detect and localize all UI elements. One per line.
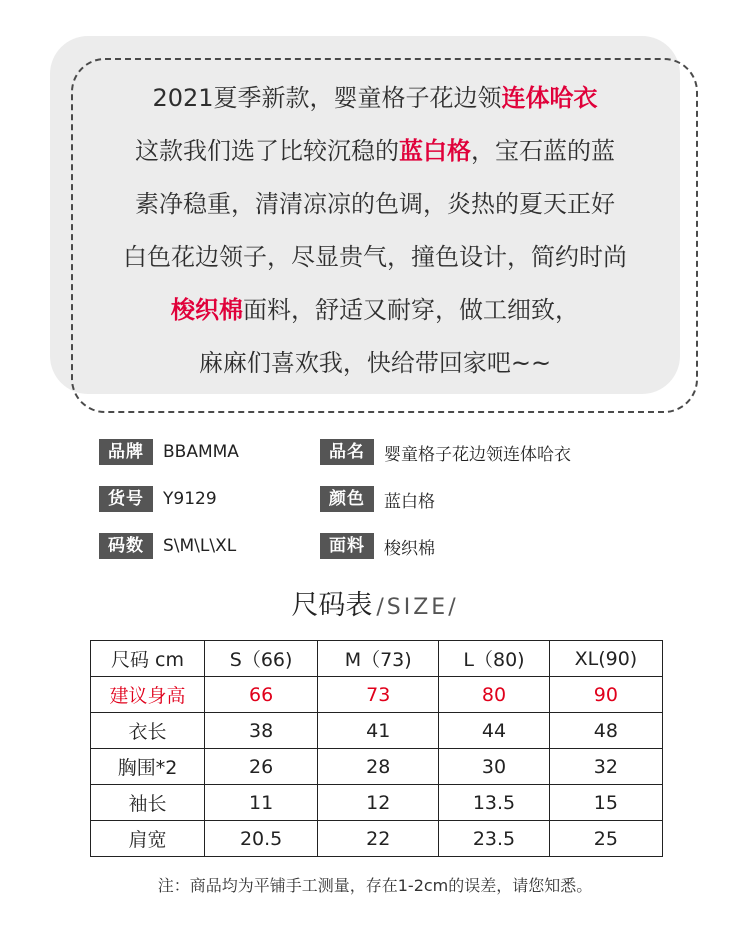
table-cell: 48 [549, 713, 662, 749]
table-row [91, 749, 663, 785]
table-cell: 73 [318, 677, 439, 713]
table-cell: 90 [549, 677, 662, 713]
table-cell: 25 [549, 821, 662, 857]
header-cell: S（66) [205, 641, 318, 677]
info-sku-value: Y9129 [163, 489, 217, 509]
intro-line-6: 麻麻们喜欢我，快给带回家吧~~ [198, 349, 552, 377]
table-cell: 26 [205, 749, 318, 785]
header-cell: 尺码 cm [91, 641, 205, 677]
intro-line-1 [50, 72, 700, 125]
info-size-label: 码数 [99, 533, 153, 559]
table-cell: 80 [439, 677, 550, 713]
table-cell: 胸围*2 [91, 749, 205, 785]
table-cell: 22 [318, 821, 439, 857]
intro-line-5-text: 面料，舒适又耐穿，做工细致， [243, 296, 579, 324]
table-cell: 41 [318, 713, 439, 749]
size-table [90, 640, 663, 857]
info-size-value: S\M\L\XL [163, 536, 237, 556]
table-row [91, 713, 663, 749]
intro-highlight-color: 蓝白格 [399, 137, 471, 165]
intro-highlight-product: 连体哈衣 [501, 84, 598, 112]
size-chart-title-text: 尺码表 [291, 590, 373, 621]
intro-line-5 [50, 284, 700, 337]
intro-line-1-text: 2021夏季新款，婴童格子花边领 [152, 84, 502, 112]
info-brand-label: 品牌 [99, 439, 153, 465]
size-chart-title [0, 583, 750, 622]
table-cell: 32 [549, 749, 662, 785]
info-fabric-label: 面料 [320, 533, 374, 559]
intro-line-2-text: 这款我们选了比较沉稳的 [135, 137, 399, 165]
table-cell: 11 [205, 785, 318, 821]
table-row [91, 677, 663, 713]
table-row [91, 821, 663, 857]
info-brand [99, 439, 239, 465]
info-color-label: 颜色 [320, 486, 374, 512]
table-cell: 23.5 [439, 821, 550, 857]
table-row [91, 785, 663, 821]
intro-highlight-fabric: 梭织棉 [171, 296, 243, 324]
info-name-label: 品名 [320, 439, 374, 465]
size-chart-subtitle: /SIZE/ [376, 595, 459, 620]
info-size [99, 533, 236, 559]
table-cell: 13.5 [439, 785, 550, 821]
table-cell: 66 [205, 677, 318, 713]
table-cell: 30 [439, 749, 550, 785]
info-fabric-value: 梭织棉 [384, 538, 435, 559]
intro-line-2 [50, 125, 700, 178]
info-color-value: 蓝白格 [384, 491, 435, 512]
header-cell: L（80) [439, 641, 550, 677]
info-color [320, 486, 435, 512]
table-cell: 44 [439, 713, 550, 749]
measurement-note: 注：商品均为平铺手工测量，存在1-2cm的误差，请您知悉。 [157, 876, 593, 895]
info-sku [99, 486, 217, 512]
table-cell: 12 [318, 785, 439, 821]
intro-line-3: 素净稳重，清清凉凉的色调，炎热的夏天正好 [135, 190, 615, 218]
header-cell: XL(90) [549, 641, 662, 677]
table-cell: 38 [205, 713, 318, 749]
info-fabric [320, 533, 435, 559]
info-name [320, 439, 571, 465]
table-cell: 袖长 [91, 785, 205, 821]
table-cell: 28 [318, 749, 439, 785]
table-cell: 15 [549, 785, 662, 821]
intro-line-2-tail: ，宝石蓝的蓝 [471, 137, 615, 165]
table-cell: 建议身高 [91, 677, 205, 713]
info-name-value: 婴童格子花边领连体哈衣 [384, 444, 571, 465]
intro-text [50, 72, 700, 390]
size-table-header-row [91, 641, 663, 677]
header-cell: M（73) [318, 641, 439, 677]
info-brand-value: BBAMMA [163, 442, 239, 462]
intro-line-4: 白色花边领子，尽显贵气，撞色设计，简约时尚 [123, 243, 627, 271]
table-cell: 肩宽 [91, 821, 205, 857]
table-cell: 20.5 [205, 821, 318, 857]
table-cell: 衣长 [91, 713, 205, 749]
info-sku-label: 货号 [99, 486, 153, 512]
